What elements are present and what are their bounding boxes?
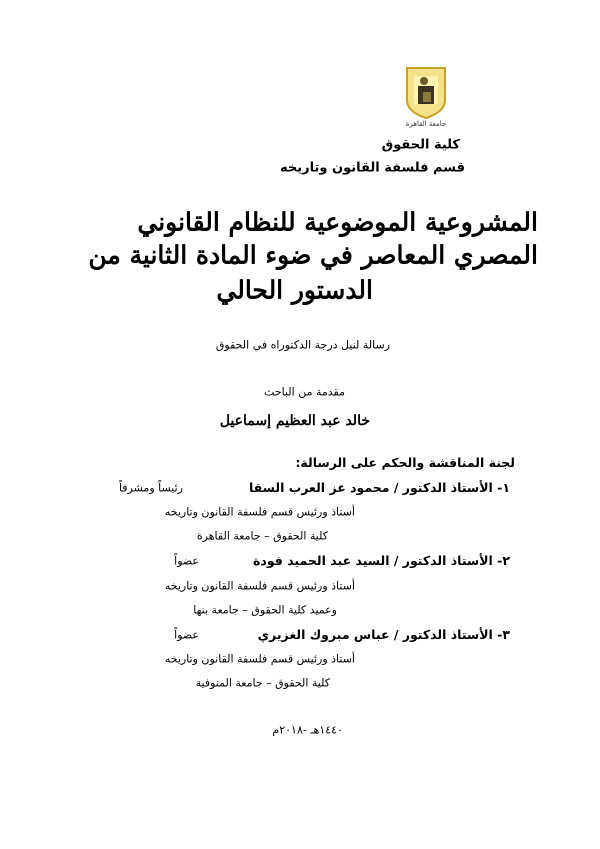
committee-member-1-line-1: أستاذ ورئيس قسم فلسفة القانون وتاريخه (164, 505, 355, 519)
date: ١٤٤٠هـ -٢٠١٨م (272, 723, 343, 737)
thesis-purpose: رسالة لنيل درجة الدكتوراه في الحقوق (215, 338, 390, 352)
committee-member-2-line-2: وعميد كلية الحقوق – جامعة بنها (193, 603, 337, 617)
committee-member-3-line-1: أستاذ ورئيس قسم فلسفة القانون وتاريخه (164, 652, 355, 666)
committee-heading: لجنة المناقشة والحكم على الرسالة: (295, 454, 515, 470)
committee-member-1-role: رئيساً ومشرفاً (118, 481, 183, 495)
committee-member-2-role: عضواً (174, 554, 199, 568)
committee-member-1-line-2: كلية الحقوق – جامعة القاهرة (196, 529, 328, 543)
committee-member-3-role: عضواً (174, 628, 199, 642)
committee-member-2-line-1: أستاذ ورئيس قسم فلسفة القانون وتاريخه (164, 579, 355, 593)
thesis-title-line-3: الدستور الحالي (216, 275, 373, 305)
thesis-title-line-2: المصري المعاصر في ضوء المادة الثانية من (88, 240, 538, 270)
svg-text:جامعة القاهرة: جامعة القاهرة (405, 120, 447, 128)
presented-by-label: مقدمة من الباحث (264, 385, 345, 399)
cairo-university-logo (405, 66, 447, 128)
committee-member-3-name: ٣- الأستاذ الدكتور / عباس مبروك الغزيري (257, 626, 510, 642)
thesis-title-line-1: المشروعية الموضوعية للنظام القانوني (137, 207, 538, 237)
researcher-name: خالد عبد العظيم إسماعيل (219, 413, 370, 429)
department-name: قسم فلسفة القانون وتاريخه (280, 160, 465, 176)
faculty-name: كلية الحقوق (381, 137, 460, 153)
committee-member-1-name: ١- الأستاذ الدكتور / محمود عز العرب السقا (248, 479, 510, 495)
committee-member-3-line-2: كلية الحقوق – جامعة المنوفية (195, 676, 330, 690)
committee-member-2-name: ٢- الأستاذ الدكتور / السيد عبد الحميد فودة (253, 552, 510, 568)
